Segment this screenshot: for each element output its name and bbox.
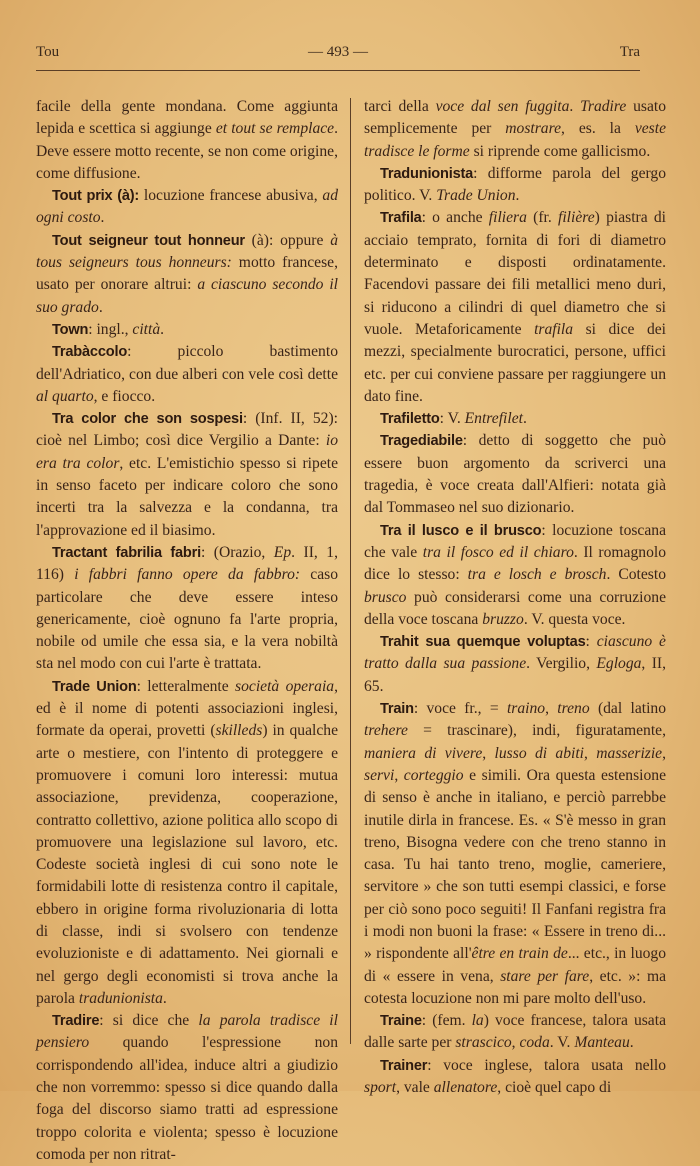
italic-text: mostrare [505,120,562,138]
entry-tout-seigneur [36,230,338,319]
text: , cioè quel capo di [497,1079,612,1097]
text: . Deve essere motto recente, se non come origine, come diffusione. [36,120,338,182]
entry-tradunionista [364,163,666,208]
entry-trainer [364,1055,666,1100]
text: : piccolo bastimento dell'Adriatico, con due alberi con vele così dette [36,343,338,383]
text: : voce fr., = [413,700,507,718]
text: . [162,989,167,1007]
text: e simili. Ora questa estensione di senso è anche in italiano, e perciò parrebbe inutile dirla in francese. Es. « S'è messo in gran treno, Bisogna vedere con che treno stanno in casa. Tu hai tanto treno, moglie, cameriere, servitore » che son tutti esempi classici, e forse per ciò sono poco seguiti! Il Fanfani registra fra i modi non buoni la frase: « Essere in treno di... » rispondente all' [364,766,666,963]
text: , etc. »: ma cotesta locuzione non mi pare molto dell'uso. [364,967,666,1007]
text: . Il romagnolo dice lo stesso: [364,543,666,584]
text: può considerarsi come una corruzione della voce toscana [364,588,666,628]
italic-text: maniera di vivere [364,744,483,762]
entry-train [364,698,666,1010]
italic-text: ad ogni costo [36,187,338,227]
text: , es. la [561,120,635,138]
text: , [394,766,404,784]
italic-text: città [132,320,161,338]
header-guide-word-left: Tou [36,44,60,60]
italic-text: être en train de [471,945,568,963]
text: quando l'espressione non corrispondendo all'idea, induce altri a giudizio che non vorremmo: spesso si dice quando dalla foga del discorso siamo tratti ad espressione troppo colorita e violenta; spesso è locuzione comoda per non ritrat- [36,1034,338,1163]
headword: Tra color che son sospesi [52,411,243,428]
text: motto francese, usato per onorare altrui: [36,254,338,294]
text: : locuzione toscana che vale [364,521,666,561]
italic-text: corteggio [403,766,464,784]
text: , etc. L'emistichio spesso si ripete in senso faceto per indicare coloro che sono incerti tra la salvezza e la condanna, tra l'approvazione ed il biasimo. [36,454,338,539]
entry-trade-union [36,676,338,1010]
italic-text: trehere [364,722,408,740]
text: : [585,633,597,651]
headword: Trabàccolo [52,344,128,361]
text: : V. [439,410,465,428]
text: . V. questa voce. [523,610,626,628]
headword: Tout prix (à): [52,188,140,205]
italic-text: Tradire [580,98,627,115]
text: , e fiocco. [93,387,156,405]
headword: Tradire [52,1013,100,1030]
text: ) piastra di acciaio temprato, fornita di fori di diametro determinato e disposti ordinatamente. Facendovi passare dei fili metallici meno duri, si riducono a cilindri di quel diametro che si vuole. Metaforicamente [364,209,667,338]
italic-text: skilleds [215,722,263,740]
text: = trascinare), indi, figuratamente, [407,722,666,740]
headword: Tradunionista [380,165,474,182]
italic-text: strascico [455,1034,512,1052]
text: . [98,298,103,316]
text: caso particolare che deve essere inteso genericamente, cioè ognuno fa l'arte propria, nobile od umile che essa sia, e la vera nobiltà sta nel modo con cui l'arte è trattata. [36,566,338,673]
page-number: — 493 — [308,44,368,60]
italic-text: bruzzo [482,610,524,628]
header-rule [36,70,640,71]
text: : (fem. [421,1012,472,1030]
text: , II, 65. [364,655,666,695]
header-guide-word-right: Tra [619,44,640,60]
text: (dal latino [589,700,666,718]
text: facile della gente mondana. Come aggiunta lepida e scettica si aggiunge [36,98,338,138]
italic-text: brusco [364,588,407,606]
text: . [515,187,520,205]
text: : si dice che [99,1012,199,1030]
text: , [545,700,558,718]
entry-tra-color [36,408,338,542]
text: . V. [549,1034,575,1052]
italic-text: Trade Union [436,187,516,205]
italic-text: tra il fosco ed il chiaro [422,543,574,561]
italic-text: allenatore [433,1079,498,1097]
italic-text: filière [557,209,595,227]
text: tarci della [364,98,436,115]
text: . [522,410,527,428]
headword: Trafiletto [380,411,440,428]
text: : (Inf. II, 52): cioè nel Limbo; così dice Vergilio a Dante: [36,410,338,450]
text: si riprende come gallicismo. [469,142,651,160]
italic-text: Manteau [574,1034,630,1052]
text: : ingl., [88,320,133,338]
text: . [629,1034,634,1052]
entry-tradire [36,1010,338,1166]
italic-text: ciascuno è tratto dalla sua passione [364,633,666,673]
entry-tradire-continuation [364,96,666,163]
italic-text: Entrefilet [464,410,523,428]
italic-text: à tous seigneurs tous honneurs: [36,231,338,272]
text: : (Orazio, [200,543,274,561]
headword: Trade Union [52,678,137,695]
text: usato semplicemente per [364,98,666,138]
entry-trafiletto [364,408,666,430]
text: : detto di soggetto che può essere buon argomento da scriverci una tragedia, è voce creata dall'Alfieri: notata già dal Tommaseo nel suo dizionario. [364,432,666,517]
text: . [100,209,105,227]
column-divider [350,98,351,1044]
entry-tout-prix [36,185,338,230]
text: locuzione francese abusiva, [139,187,323,205]
italic-text: stare per fare [500,967,590,985]
text: (à): oppure [244,231,331,249]
text: ) voce francese, talora usata dalle sarte per [364,1012,666,1052]
text: : letteralmente [136,677,236,695]
italic-text: la parola tradisce il pensiero [36,1012,338,1052]
headword: Trahit sua quemque voluptas [380,634,586,651]
italic-text: tra e losch e brosch [467,566,607,584]
text: ... etc., in luogo di « essere in vena, [364,945,667,985]
headword: Trainer [380,1057,428,1074]
italic-text: lusso di abiti [494,744,585,762]
text: : difforme parola del gergo politico. V. [364,164,666,205]
headword: Tractant fabrilia fabri [52,544,201,561]
headword: Trafila [380,210,422,227]
entry-tractant [36,542,338,676]
italic-text: sport [364,1079,397,1097]
text: . Vergilio, [526,655,597,673]
italic-text: i fabbri fanno opere da fabbro: [74,566,301,584]
italic-text: tradunionista [78,989,163,1007]
headword: Traine [380,1013,422,1030]
text: ) in qualche arte o mestiere, con l'intento di proteggere e promuovere i comuni loro interessi: mutua associazione, previdenza, cooperazione, contratto collettivo, azione politica allo scopo di promuovere una legislazione sul lavoro, etc. Codeste società inglesi di cui sono note le formidabili lotte di resistenza contro il capitale, ebbero in origine forma rivoluzionaria di lotta di classe, indi si svolsero con tendenze evoluzioniste e di adattamento. Nei giornali e nel gergo degli economisti si trova anche la parola [36,722,339,1007]
italic-text: coda [519,1034,550,1052]
entry-tra-il-lusco [364,520,666,631]
italic-text: voce dal sen fuggita [435,98,570,115]
text: . II, 1, 116) [36,543,338,584]
italic-text: a ciascuno secondo il suo grado [36,276,339,316]
text: , [662,744,667,762]
text: (fr. [526,209,558,227]
italic-text: servi [364,766,395,784]
text: . Cotesto [606,566,667,584]
entry-continuation [36,96,338,185]
entry-trafila [364,207,666,408]
entry-tragediabile [364,430,666,519]
italic-text: masserizie [596,744,663,762]
text: , vale [396,1079,434,1097]
text: si dice dei mezzi, specialmente burocratici, persone, uffici etc. per cui conviene passare per raggiungere un dato fine. [364,320,666,405]
text: , [482,744,495,762]
text: , ed è il nome di potenti associazioni inglesi, formate da operai, provetti ( [36,677,338,740]
italic-text: società operaia [235,677,335,695]
italic-text: al quarto [36,387,94,405]
italic-text: la [471,1012,484,1030]
left-column [36,96,338,1166]
italic-text: trafila [534,320,574,338]
italic-text: Egloga [596,655,642,673]
italic-text: Ep [273,543,292,561]
text: , [584,744,597,762]
italic-text: et tout se remplace [215,120,335,138]
running-header [36,40,640,64]
right-column [364,96,666,1099]
text: : voce inglese, talora usata nello [427,1056,666,1074]
text: . [160,320,165,338]
entry-traine [364,1010,666,1055]
headword: Tra il lusco e il brusco [380,522,542,539]
headword: Tout seigneur tout honneur [52,232,245,249]
headword: Train [380,701,414,718]
text: , [511,1034,520,1052]
italic-text: traino [506,700,546,718]
entry-trahit [364,631,666,698]
italic-text: filiera [488,209,527,227]
text: . [569,98,581,115]
entry-trabaccolo [36,341,338,408]
headword: Town [52,321,89,338]
italic-text: treno [557,700,590,718]
entry-town [36,319,338,341]
italic-text: io era tra color [36,432,338,472]
text: : o anche [421,209,489,227]
headword: Tragediabile [380,433,463,450]
italic-text: veste tradisce le forme [364,120,666,160]
